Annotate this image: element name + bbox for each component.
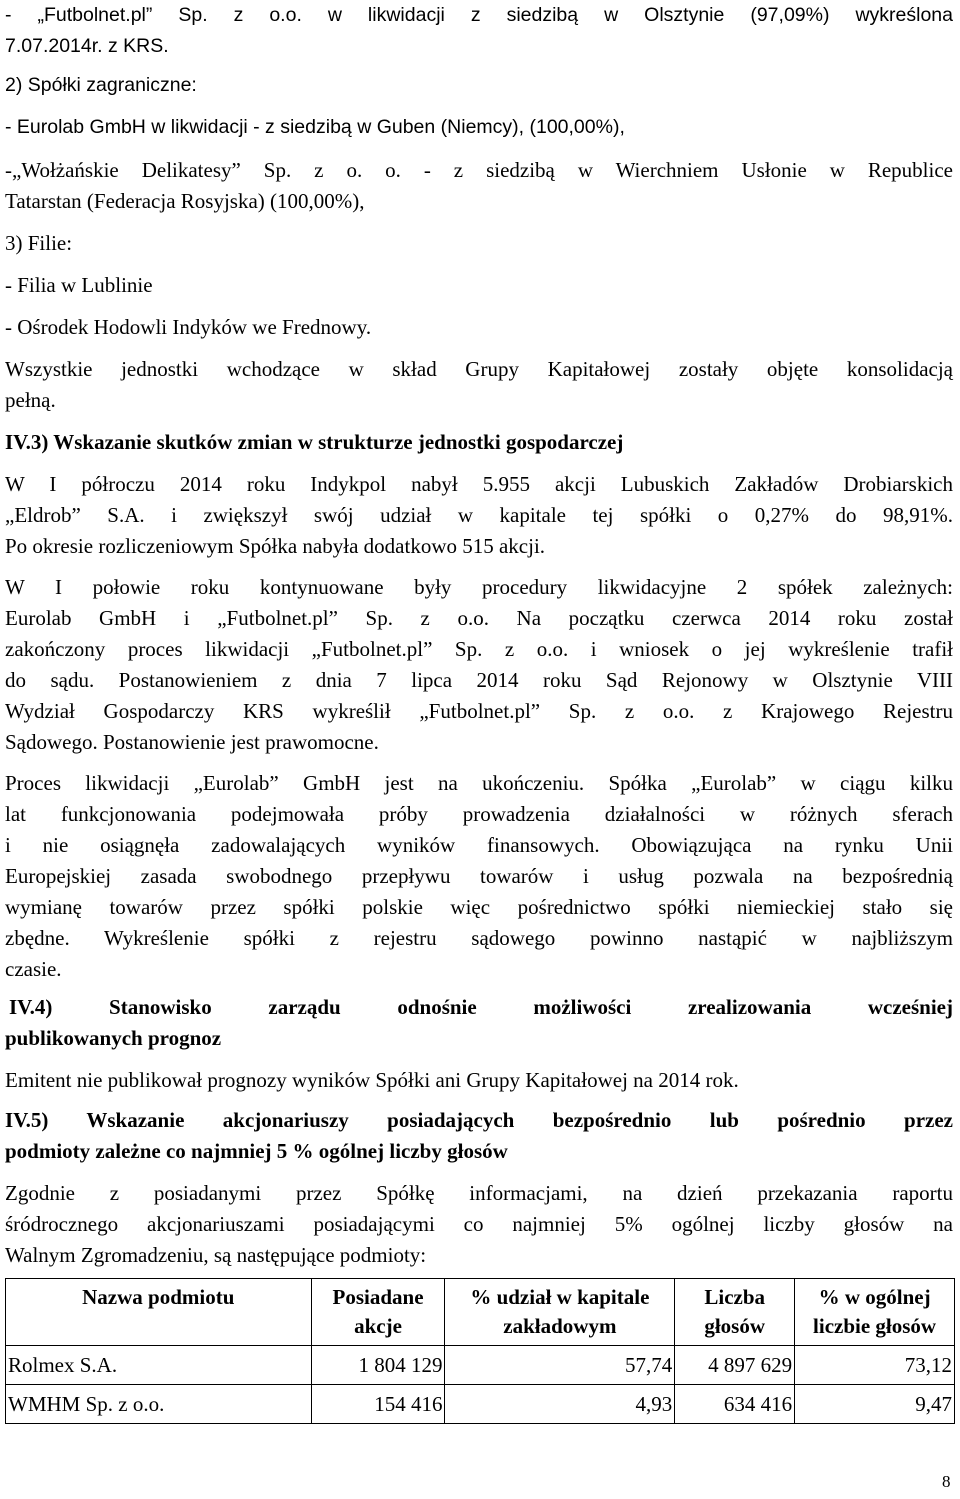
text-line: Wszystkie jednostki wchodzące w skład Grupy Kapitałowej zostały objęte konsolidacją [5, 357, 953, 381]
table-cell: 1 804 129 [311, 1346, 445, 1385]
table-header-row [6, 1279, 955, 1346]
text-line: Tatarstan (Federacja Rosyjska) (100,00%), [5, 189, 365, 213]
text-line: Emitent nie publikował prognozy wyników Spółki ani Grupy Kapitałowej na 2014 rok. [5, 1068, 739, 1092]
text-line: wymianę towarów przez spółki polskie więc pośrednictwo spółki niemieckiej stało się [5, 895, 953, 919]
table-cell: 4,93 [445, 1385, 675, 1424]
column-header: Nazwa podmiotu [6, 1279, 312, 1346]
section-heading: 3) Filie: [5, 231, 73, 255]
text-line: Sądowego. Postanowienie jest prawomocne. [5, 730, 379, 754]
text-line: W I połowie roku kontynuowane były procedury likwidacyjne 2 spółek zależnych: [5, 575, 953, 599]
text-line: zbędne. Wykreślenie spółki z rejestru sądowego powinno nastąpić w najbliższym [5, 926, 953, 950]
column-header: Liczba głosów [675, 1279, 795, 1346]
text-line: Wydział Gospodarczy KRS wykreślił „Futbolnet.pl” Sp. z o.o. z Krajowego Rejestru [5, 699, 953, 723]
text-line: Po okresie rozliczeniowym Spółka nabyła dodatkowo 515 akcji. [5, 534, 546, 558]
table-row [6, 1346, 955, 1385]
shareholders-table [5, 1278, 955, 1424]
table-cell: 73,12 [795, 1346, 955, 1385]
text-line: zakończony proces likwidacji „Futbolnet.pl” Sp. z o.o. i wniosek o jej wykreślenie trafił [5, 637, 953, 661]
text-line: i nie osiągnęła zadowalających wyników finansowych. Obowiązująca na rynku Unii [5, 833, 953, 857]
text-line: 7.07.2014r. z KRS. [5, 35, 169, 57]
text-line: do sądu. Postanowieniem z dnia 7 lipca 2014 roku Sąd Rejonowy w Olsztynie VIII [5, 668, 953, 692]
table-cell: WMHM Sp. z o.o. [6, 1385, 312, 1424]
text-line: - Ośrodek Hodowli Indyków we Frednowy. [5, 315, 372, 339]
section-heading: IV.3) Wskazanie skutków zmian w strukturze jednostki gospodarczej [5, 430, 624, 454]
text-line: śródrocznego akcjonariuszami posiadającymi co najmniej 5% ogólnej liczby głosów na [5, 1212, 953, 1236]
column-header: % w ogólnej liczbie głosów [795, 1279, 955, 1346]
text-line: Walnym Zgromadzeniu, są następujące podmioty: [5, 1243, 427, 1267]
section-heading: 2) Spółki zagraniczne: [5, 74, 197, 96]
section-heading: IV.5) Wskazanie akcjonariuszy posiadających bezpośrednio lub pośrednio przez [5, 1108, 953, 1132]
text-line: -„Wołżańskie Delikatesy” Sp. z o. o. - z siedzibą w Wierchniem Usłonie w Republice [5, 158, 953, 182]
table-cell: Rolmex S.A. [6, 1346, 312, 1385]
table-cell: 57,74 [445, 1346, 675, 1385]
text-line: „Eldrob” S.A. i zwiększył swój udział w kapitale tej spółki o 0,27% do 98,91%. [5, 503, 953, 527]
section-heading: IV.4) Stanowisko zarządu odnośnie możliwości zrealizowania wcześniej [9, 995, 953, 1019]
text-line: - Eurolab GmbH w likwidacji - z siedzibą w Guben (Niemcy), (100,00%), [5, 116, 625, 138]
text-line: Europejskiej zasada swobodnego przepływu towarów i usług pozwala na bezpośrednią [5, 864, 953, 888]
text-line: czasie. [5, 957, 62, 981]
table-cell: 154 416 [311, 1385, 445, 1424]
text-line: Eurolab GmbH i „Futbolnet.pl” Sp. z o.o. Na początku czerwca 2014 roku został [5, 606, 953, 630]
text-line: pełną. [5, 388, 56, 412]
column-header: Posiadane akcje [311, 1279, 445, 1346]
table-cell: 4 897 629 [675, 1346, 795, 1385]
text-line: lat funkcjonowania podejmowała próby prowadzenia działalności w różnych sferach [5, 802, 953, 826]
table-row [6, 1385, 955, 1424]
section-heading: podmioty zależne co najmniej 5 % ogólnej liczby głosów [5, 1139, 508, 1163]
text-line: - Filia w Lublinie [5, 273, 153, 297]
section-heading: publikowanych prognoz [5, 1026, 222, 1050]
table-cell: 634 416 [675, 1385, 795, 1424]
text-line: Proces likwidacji „Eurolab” GmbH jest na ukończeniu. Spółka „Eurolab” w ciągu kilku [5, 771, 953, 795]
page-number: 8 [942, 1472, 951, 1491]
text-line: - „Futbolnet.pl” Sp. z o.o. w likwidacji z siedzibą w Olsztynie (97,09%) wykreślona [5, 4, 953, 26]
table-cell: 9,47 [795, 1385, 955, 1424]
text-line: Zgodnie z posiadanymi przez Spółkę informacjami, na dzień przekazania raportu [5, 1181, 953, 1205]
text-line: W I półroczu 2014 roku Indykpol nabył 5.955 akcji Lubuskich Zakładów Drobiarskich [5, 472, 953, 496]
column-header: % udział w kapitale zakładowym [445, 1279, 675, 1346]
